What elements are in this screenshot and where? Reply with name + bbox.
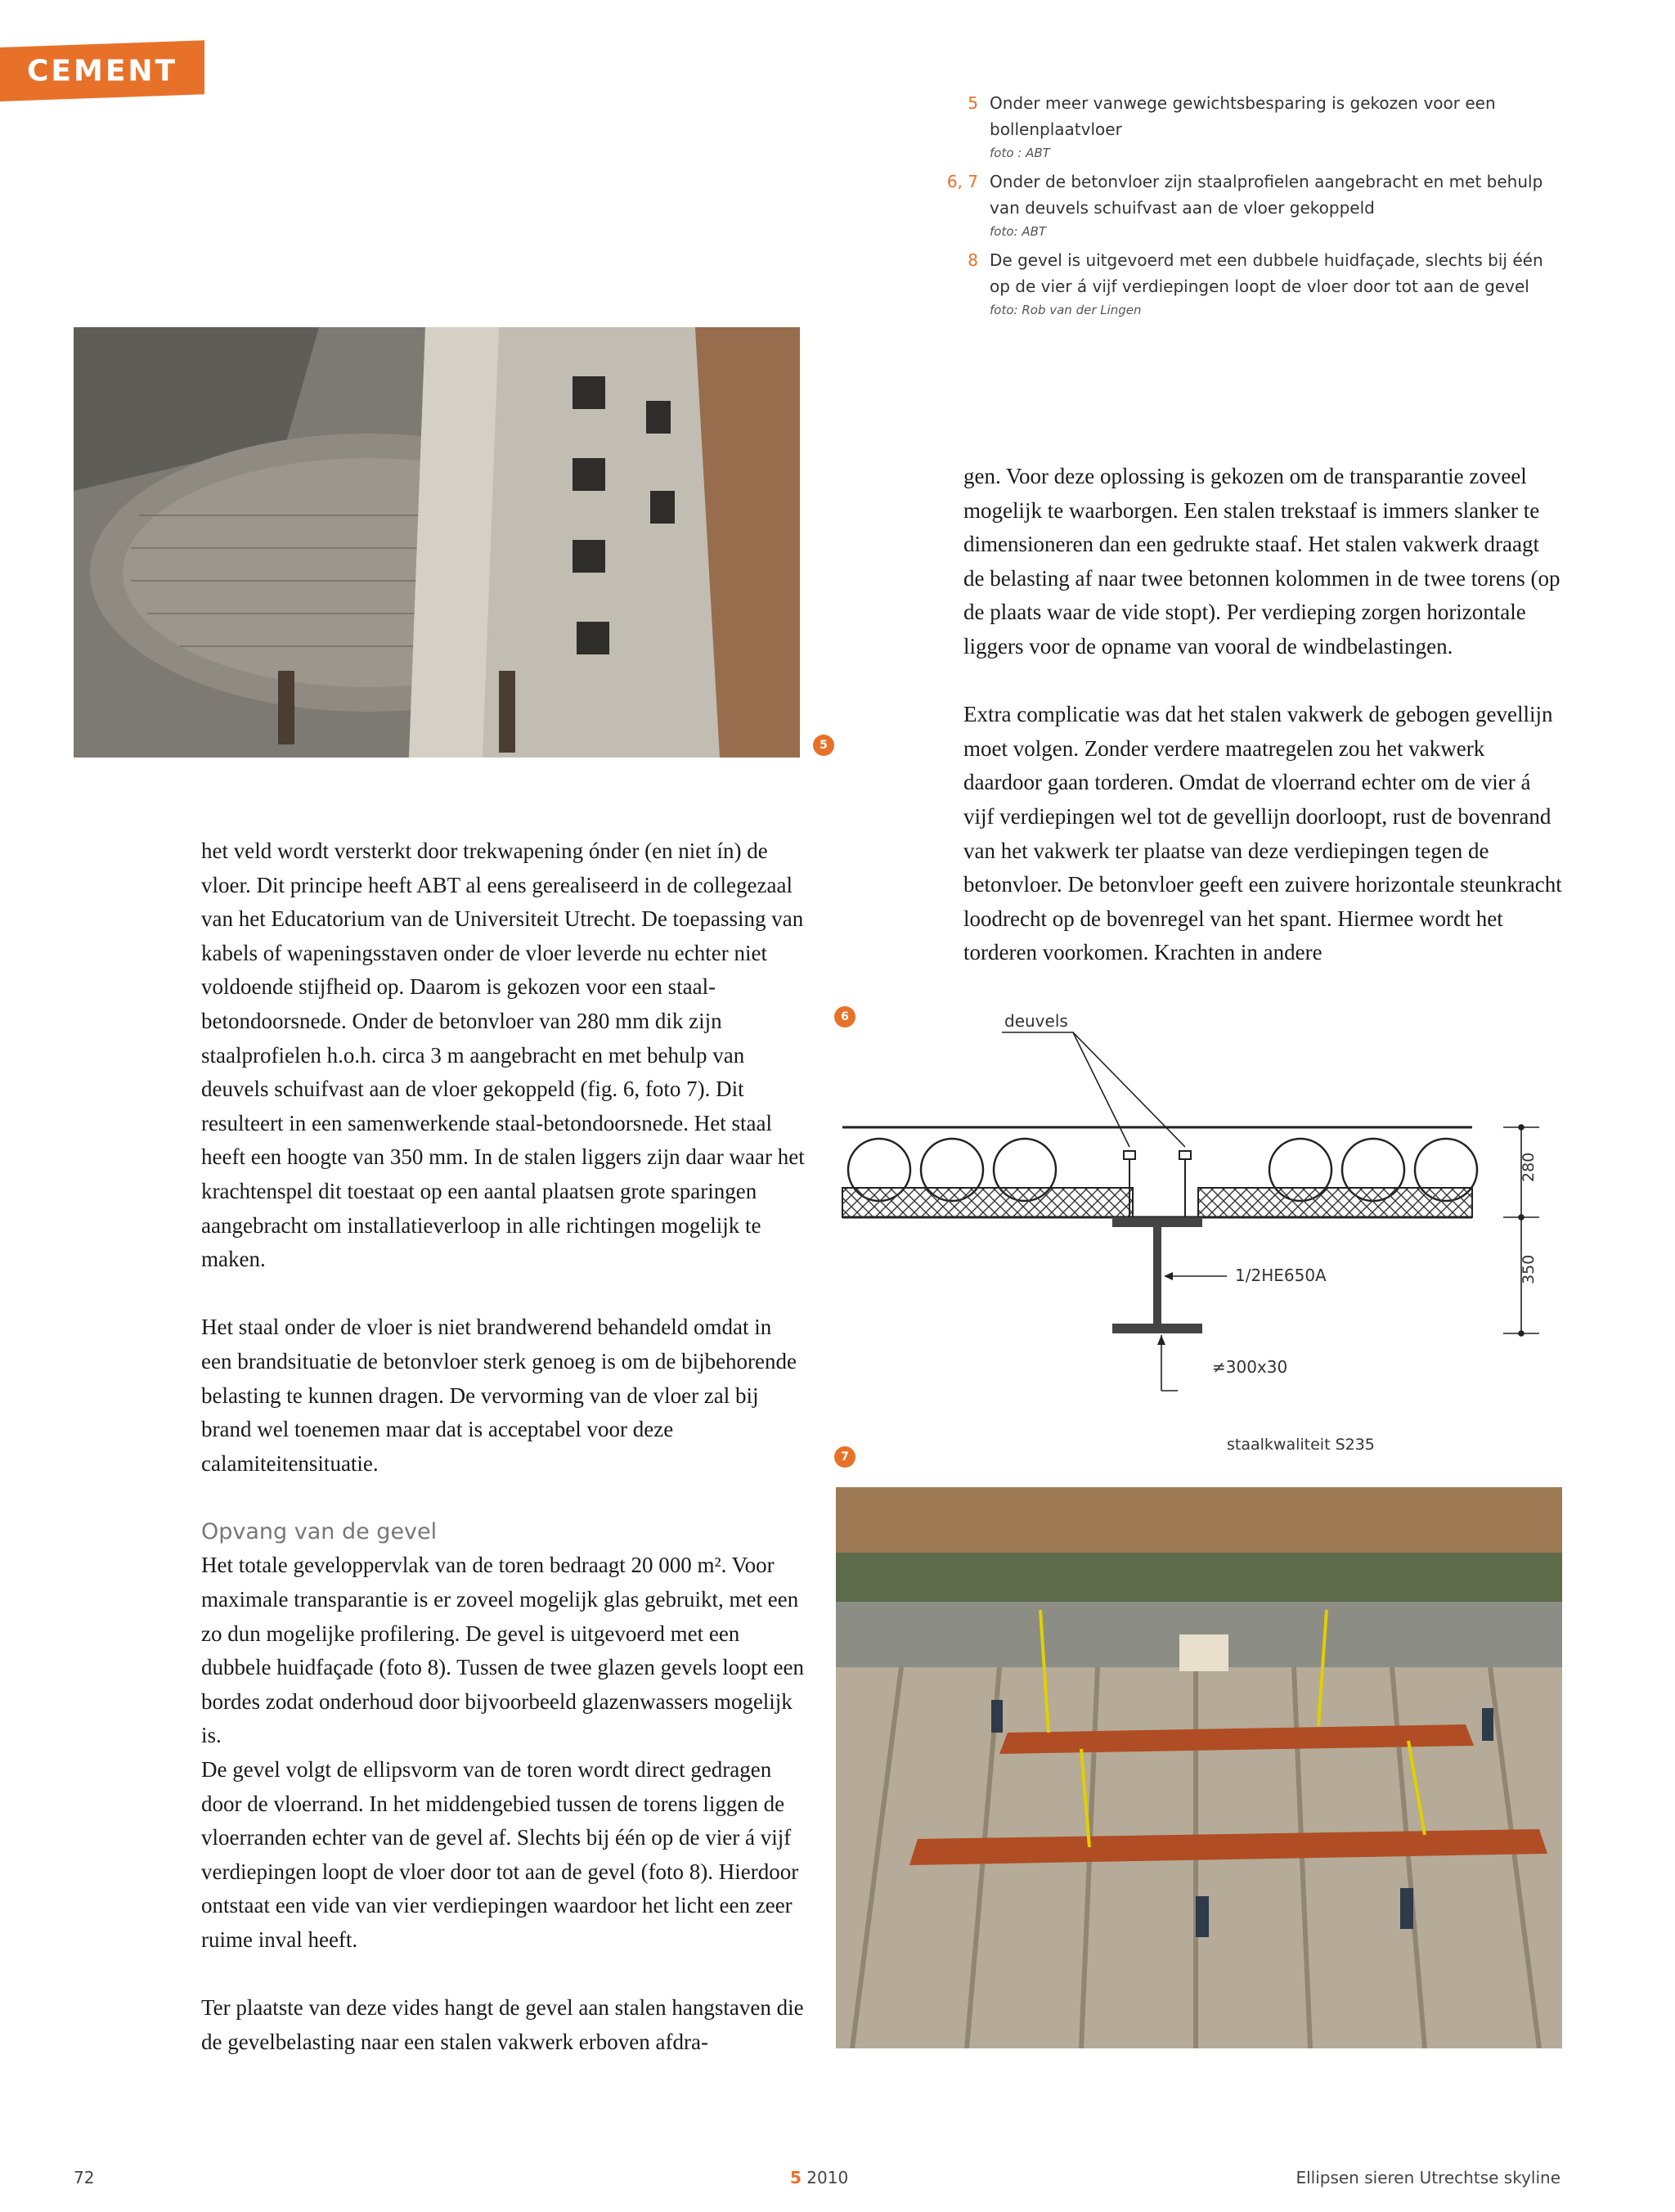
- caption-number: 6, 7: [946, 172, 978, 191]
- caption-item: [941, 169, 1562, 242]
- body-paragraph: Het staal onder de vloer is niet brandwerend behandeld omdat in een brandsituatie de betonvloer sterk genoeg is om de bijbehorende belasting te kunnen dragen. De vervorming van de vloer zal bij brand wel toenemen maar dat is acceptabel voor deze calamiteitensituatie.: [201, 1315, 797, 1476]
- dimension-350: 350: [1520, 1254, 1538, 1284]
- caption-number: 5: [968, 93, 978, 113]
- dimension-280: 280: [1520, 1152, 1538, 1182]
- caption-number: 8: [968, 250, 978, 270]
- cross-section-diagram: [834, 1006, 1570, 1464]
- section-subheading: Opvang van de gevel: [201, 1518, 438, 1544]
- logo-text: CEMENT: [26, 54, 178, 88]
- caption-credit: foto : ABT: [990, 146, 1050, 160]
- caption-text: De gevel is uitgevoerd met een dubbele huidfaçade, slechts bij één op de vier á vijf verdiepingen loopt de vloer door tot aan de gevel: [990, 250, 1543, 296]
- precast-layer-left: [842, 1188, 1133, 1217]
- steel-quality-label: staalkwaliteit S235: [1227, 1436, 1375, 1454]
- figure-badge-5: 5: [813, 735, 834, 756]
- issue-year: 2010: [806, 2168, 849, 2187]
- body-column-left: [201, 834, 805, 2059]
- figure-badge-7: 7: [834, 1446, 855, 1468]
- photo-beams-illustration: [836, 1487, 1562, 2048]
- body-paragraph: Extra complicatie was dat het stalen vakwerk de gebogen gevellijn moet volgen. Zonder verdere maatregelen zou het vakwerk daardoor gaan torderen. Omdat de vloerrand echter om de vier á vijf verdiepingen wel tot de gevellijn doorloopt, rust de bovenrand van het vakwerk ter plaatse van deze verdiepingen tegen de betonvloer. De betonvloer geeft een zuivere horizontale steunkracht loodrecht op de bovenregel van het spant. Hiermee wordt het torderen voorkomen. Krachten in andere: [963, 702, 1562, 965]
- shear-studs: [1124, 1151, 1191, 1217]
- body-paragraph: Ter plaatste van deze vides hangt de gevel aan stalen hangstaven die de gevelbelasting naar een stalen vakwerk erboven afdra-: [201, 1995, 804, 2054]
- figure-badge-6: 6: [834, 1006, 855, 1027]
- photo-steel-beams: [836, 1487, 1562, 2048]
- page-number: 72: [74, 2168, 95, 2187]
- body-paragraph: gen. Voor deze oplossing is gekozen om de transparantie zoveel mogelijk te waarborgen. Een stalen trekstaaf is immers slanker te dimensioneren dan een gedrukte staaf. Het stalen vakwerk draagt de belasting af naar twee betonnen kolommen in de twee torens (op de plaats waar de vide stopt). Per verdieping zorgen horizontale liggers voor de opname van vooral de windbelastingen.: [963, 464, 1560, 659]
- caption-text: Onder de betonvloer zijn staalprofielen aangebracht en met behulp van deuvels schuifvast aan de vloer gekoppeld: [990, 172, 1543, 218]
- body-paragraph: Het totale geveloppervlak van de toren bedraagt 20 000 m². Voor maximale transparantie is er zoveel mogelijk glas gebruikt, met een zo dun mogelijke profilering. De gevel is uitgevoerd met een dubbele huidfaçade (foto 8). Tussen de twee glazen gevels loopt een bordes zodat onderhoud door bijvoorbeeld glazenwassers mogelijk is.: [201, 1553, 805, 1748]
- caption-list: [941, 90, 1562, 326]
- caption-text: Onder meer vanwege gewichtsbesparing is gekozen voor een bollenplaatvloer: [990, 93, 1496, 139]
- photo-tower-construction: [74, 327, 800, 758]
- body-paragraph: het veld wordt versterkt door trekwapening ónder (en niet ín) de vloer. Dit principe heeft ABT al eens gerealiseerd in de collegezaal van het Educatorium van de Universiteit Utrecht. De toepassing van kabels of wapeningsstaven onder de vloer leverde nu echter niet voldoende stijfheid op. Daarom is gekozen voor een staal-betondoorsnede. Onder de betonvloer van 280 mm dik zijn staalprofielen h.o.h. circa 3 m aangebracht en met behulp van deuvels schuifvast aan de vloer gekoppeld (fig. 6, foto 7). Dit resulteert in een samenwerkende staal-betondoorsnede. Het staal heeft een hoogte van 350 mm. In de stalen liggers zijn daar waar het krachtenspel dit toestaat op een aantal plaatsen grote sparingen aangebracht om installatieverloop in alle richtingen mogelijk te maken.: [201, 838, 805, 1272]
- body-paragraph: De gevel volgt de ellipsvorm van de toren wordt direct gedragen door de vloerrand. In het middengebied tussen de torens liggen de vloerranden echter van de gevel af. Slechts bij één op de vier á vijf verdiepingen loopt de vloer door tot aan de gevel (foto 8). Hierdoor ontstaat een vide van vier verdiepingen waardoor het licht een zeer ruime inval heeft.: [201, 1757, 799, 1952]
- photo-tower-illustration: [74, 327, 800, 758]
- caption-credit: foto: Rob van der Lingen: [990, 303, 1142, 317]
- label-plate: ≠300x30: [1212, 1357, 1288, 1377]
- steel-bottom-plate: [1112, 1324, 1202, 1333]
- steel-web: [1153, 1227, 1161, 1324]
- magazine-logo: [0, 40, 204, 101]
- issue-label: [790, 2168, 848, 2187]
- precast-layer-right: [1198, 1188, 1472, 1217]
- label-deuvels: deuvels: [1004, 1011, 1068, 1031]
- article-title-footer: Ellipsen sieren Utrechtse skyline: [1296, 2168, 1560, 2187]
- caption-item: [941, 247, 1562, 321]
- label-profile: 1/2HE650A: [1235, 1266, 1327, 1285]
- issue-number: 5: [790, 2168, 802, 2187]
- caption-item: [941, 90, 1562, 164]
- steel-top-flange: [1112, 1217, 1202, 1227]
- body-column-right: [963, 460, 1565, 970]
- caption-credit: foto: ABT: [990, 224, 1047, 239]
